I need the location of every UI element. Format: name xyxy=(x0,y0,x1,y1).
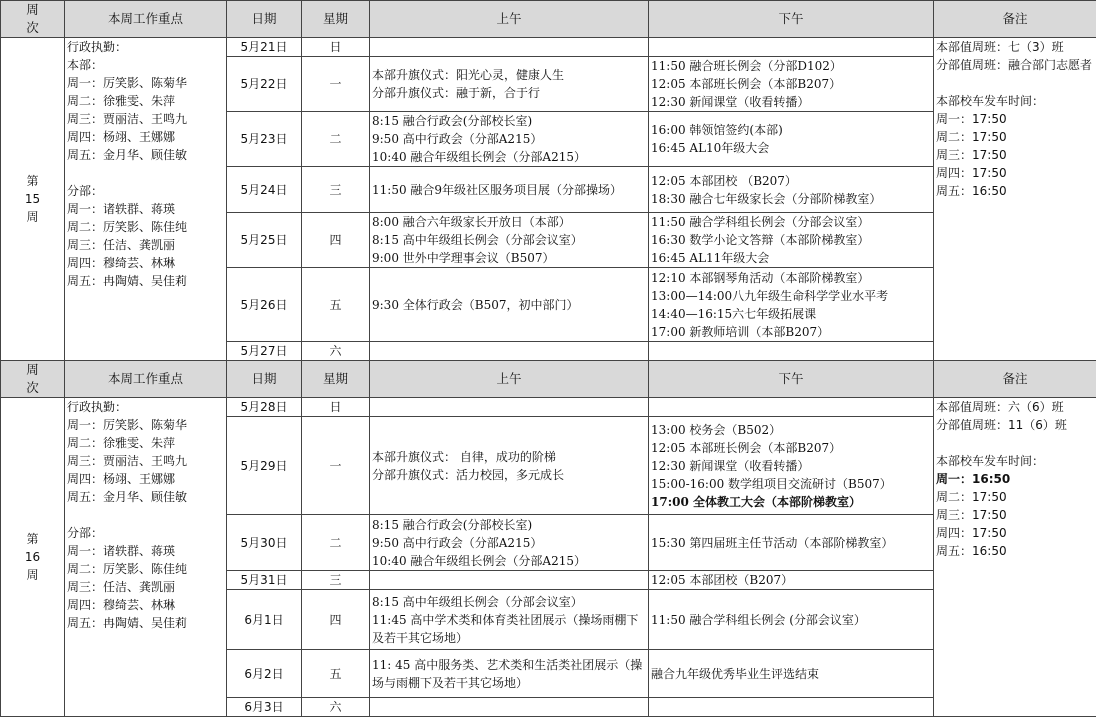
duty-line: 周三：任洁、龚凯丽 xyxy=(67,580,176,594)
week-number: 第 16 周 xyxy=(1,398,65,717)
event-line: 9:30 全体行政会（B507，初中部门） xyxy=(372,297,579,312)
date-cell: 5月24日 xyxy=(227,167,302,213)
pm-cell xyxy=(649,571,934,590)
note-bus-line: 周一：16:50 xyxy=(936,472,1011,486)
pm-cell xyxy=(649,417,934,515)
duty-line: 周二：徐雅雯、朱萍 xyxy=(67,436,176,450)
event-line: 12:05 本部班长例会（本部B207） xyxy=(651,440,842,455)
event-line: 12:05 本部团校 （B207） xyxy=(651,173,797,188)
am-cell xyxy=(370,112,649,167)
header-row xyxy=(1,1,1096,38)
duty-line: 周二：徐雅雯、朱萍 xyxy=(67,94,176,108)
weekday-cell: 六 xyxy=(302,698,370,717)
weekday-cell: 日 xyxy=(302,38,370,57)
focus-branch-title: 分部： xyxy=(67,526,104,540)
event-line: 14:40—16:15六七年级拓展课 xyxy=(651,306,817,321)
note-bus-line: 周五：16:50 xyxy=(936,184,1007,198)
note-bus-line: 周一：17:50 xyxy=(936,112,1007,126)
duty-line: 周五：冉陶婧、吴佳莉 xyxy=(67,274,188,288)
spacer xyxy=(67,506,224,524)
header-weekday: 星期 xyxy=(302,361,370,398)
date-cell: 5月21日 xyxy=(227,38,302,57)
spacer xyxy=(936,434,1094,452)
am-cell xyxy=(370,57,649,112)
pm-cell xyxy=(649,213,934,268)
header-pm: 下午 xyxy=(649,361,934,398)
am-cell xyxy=(370,515,649,571)
duty-line: 周一：诸轶群、蒋瑛 xyxy=(67,544,176,558)
event-line: 12:30 新闻课堂（收看转播） xyxy=(651,458,810,473)
pm-cell xyxy=(649,515,934,571)
header-notes: 备注 xyxy=(934,1,1096,38)
header-weekday: 星期 xyxy=(302,1,370,38)
event-line: 本部升旗仪式：阳光心灵，健康人生 xyxy=(372,68,565,82)
weekday-cell: 日 xyxy=(302,398,370,417)
duty-line: 周五：金月华、顾佳敏 xyxy=(67,148,188,162)
weekday-cell: 五 xyxy=(302,268,370,342)
event-line: 8:15 融合行政会(分部校长室) xyxy=(372,114,533,128)
day-row xyxy=(1,38,1096,57)
pm-cell xyxy=(649,398,934,417)
event-line: 18:30 融合七年级家长会（分部阶梯教室） xyxy=(651,191,882,206)
pm-cell xyxy=(649,650,934,698)
duty-line: 周三：贾丽洁、王鸣九 xyxy=(67,112,188,126)
event-line: 10:40 融合年级组长例会（分部A215） xyxy=(372,553,586,568)
focus-main-title: 本部： xyxy=(67,58,104,72)
week-notes xyxy=(934,38,1096,361)
am-cell xyxy=(370,650,649,698)
pm-cell xyxy=(649,57,934,112)
event-line: 分部升旗仪式：融于新，合于行 xyxy=(372,86,541,100)
event-line: 分部升旗仪式：活力校园，多元成长 xyxy=(372,467,565,482)
note-bus-line: 周二：17:50 xyxy=(936,490,1007,504)
event-line: 16:45 AL11年级大会 xyxy=(651,251,770,265)
date-cell: 6月1日 xyxy=(227,590,302,650)
duty-line: 周四：杨翊、王娜娜 xyxy=(67,472,176,486)
weekday-cell: 二 xyxy=(302,112,370,167)
header-pm: 下午 xyxy=(649,1,934,38)
header-focus: 本周工作重点 xyxy=(65,1,227,38)
note-bus-title: 本部校车发车时间： xyxy=(936,94,1045,108)
date-cell: 5月29日 xyxy=(227,417,302,515)
event-line: 12:05 本部班长例会（本部B207） xyxy=(651,77,842,91)
event-line: 8:00 融合六年级家长开放日（本部） xyxy=(372,215,571,229)
duty-line: 周二：厉笑影、陈佳纯 xyxy=(67,562,188,576)
am-cell xyxy=(370,571,649,590)
pm-cell xyxy=(649,268,934,342)
header-date: 日期 xyxy=(227,361,302,398)
weekday-cell: 三 xyxy=(302,167,370,213)
header-week: 周 次 xyxy=(1,361,65,398)
weekday-cell: 二 xyxy=(302,515,370,571)
event-line: 9:50 高中行政会（分部A215） xyxy=(372,535,543,550)
event-line: 11: 45 高中服务类、艺术类和生活类社团展示（操场与雨棚下及若干其它场地） xyxy=(372,657,643,690)
note-bus-line: 周三：17:50 xyxy=(936,508,1007,522)
duty-line: 周四：杨翊、王娜娜 xyxy=(67,130,176,144)
duty-line: 周一：诸轶群、蒋瑛 xyxy=(67,202,176,216)
am-cell xyxy=(370,38,649,57)
focus-branch-title: 分部： xyxy=(67,184,104,198)
duty-line: 周二：厉笑影、陈佳纯 xyxy=(67,220,188,234)
pm-cell xyxy=(649,698,934,717)
weekday-cell: 四 xyxy=(302,590,370,650)
date-cell: 5月27日 xyxy=(227,342,302,361)
event-line: 8:15 融合行政会(分部校长室) xyxy=(372,517,533,532)
am-cell xyxy=(370,268,649,342)
pm-cell xyxy=(649,342,934,361)
note-duty-line: 本部值周班：七（3）班 xyxy=(936,40,1064,54)
event-line: 15:30 第四届班主任节活动（本部阶梯教室） xyxy=(651,535,894,550)
week-focus xyxy=(65,398,227,717)
event-line: 11:50 融合学科组长例会 (分部会议室） xyxy=(651,612,866,627)
am-cell xyxy=(370,590,649,650)
date-cell: 5月25日 xyxy=(227,213,302,268)
event-line: 10:40 融合年级组长例会（分部A215） xyxy=(372,150,586,164)
event-line: 12:05 本部团校（B207） xyxy=(651,573,794,587)
week-focus xyxy=(65,38,227,361)
event-line: 11:50 融合班长例会（分部D102） xyxy=(651,59,842,73)
event-line: 16:00 韩领馆签约(本部) xyxy=(651,123,783,137)
am-cell xyxy=(370,342,649,361)
focus-admin-title: 行政执勤： xyxy=(67,40,128,54)
date-cell: 6月3日 xyxy=(227,698,302,717)
header-date: 日期 xyxy=(227,1,302,38)
event-line: 11:50 融合9年级社区服务项目展（分部操场） xyxy=(372,182,623,197)
pm-cell xyxy=(649,167,934,213)
duty-line: 周一：厉笑影、陈菊华 xyxy=(67,76,188,90)
header-week: 周 次 xyxy=(1,1,65,38)
weekday-cell: 一 xyxy=(302,417,370,515)
duty-line: 周三：任洁、龚凯丽 xyxy=(67,238,176,252)
spacer xyxy=(936,74,1094,92)
event-line: 15:00-16:00 数学组项目交流研讨（B507） xyxy=(651,476,892,491)
event-line: 12:10 本部钢琴角活动（本部阶梯教室） xyxy=(651,270,870,285)
date-cell: 5月28日 xyxy=(227,398,302,417)
note-duty-line: 分部值周班：融合部门志愿者 xyxy=(936,58,1093,72)
event-line: 17:00 全体教工大会（本部阶梯教室） xyxy=(651,494,862,509)
header-am: 上午 xyxy=(370,1,649,38)
spacer xyxy=(67,164,224,182)
note-duty-line: 本部值周班：六（6）班 xyxy=(936,400,1064,414)
event-line: 8:15 高中年级组长例会（分部会议室） xyxy=(372,594,583,609)
duty-line: 周五：金月华、顾佳敏 xyxy=(67,490,188,504)
pm-cell xyxy=(649,590,934,650)
event-line: 11:45 高中学术类和体育类社团展示（操场雨棚下及若干其它场地） xyxy=(372,612,639,645)
pm-cell xyxy=(649,38,934,57)
duty-line: 周一：厉笑影、陈菊华 xyxy=(67,418,188,432)
date-cell: 5月26日 xyxy=(227,268,302,342)
weekday-cell: 五 xyxy=(302,650,370,698)
duty-line: 周五：冉陶婧、吴佳莉 xyxy=(67,616,188,630)
event-line: 9:50 高中行政会（分部A215） xyxy=(372,132,543,146)
header-focus: 本周工作重点 xyxy=(65,361,227,398)
event-line: 9:00 世外中学理事会议（B507） xyxy=(372,251,555,265)
am-cell xyxy=(370,398,649,417)
note-bus-line: 周四：17:50 xyxy=(936,526,1007,540)
focus-admin-title: 行政执勤： xyxy=(67,400,128,414)
date-cell: 5月22日 xyxy=(227,57,302,112)
duty-line: 周三：贾丽洁、王鸣九 xyxy=(67,454,188,468)
date-cell: 5月23日 xyxy=(227,112,302,167)
am-cell xyxy=(370,417,649,515)
event-line: 13:00 校务会（B502） xyxy=(651,422,782,437)
note-bus-line: 周五：16:50 xyxy=(936,544,1007,558)
am-cell xyxy=(370,167,649,213)
weekday-cell: 三 xyxy=(302,571,370,590)
day-row xyxy=(1,398,1096,417)
note-bus-line: 周四：17:50 xyxy=(936,166,1007,180)
am-cell xyxy=(370,698,649,717)
event-line: 融合九年级优秀毕业生评选结束 xyxy=(651,666,820,681)
header-notes: 备注 xyxy=(934,361,1096,398)
note-bus-line: 周二：17:50 xyxy=(936,130,1007,144)
pm-cell xyxy=(649,112,934,167)
header-am: 上午 xyxy=(370,361,649,398)
note-duty-line: 分部值周班：11（6）班 xyxy=(936,418,1067,432)
weekday-cell: 六 xyxy=(302,342,370,361)
event-line: 本部升旗仪式： 自律，成功的阶梯 xyxy=(372,449,556,464)
event-line: 8:15 高中年级组长例会（分部会议室） xyxy=(372,233,583,247)
note-bus-title: 本部校车发车时间： xyxy=(936,454,1045,468)
note-bus-line: 周三：17:50 xyxy=(936,148,1007,162)
event-line: 11:50 融合学科组长例会（分部会议室） xyxy=(651,215,870,229)
week-notes xyxy=(934,398,1096,717)
duty-line: 周四：穆绮芸、林琳 xyxy=(67,598,176,612)
date-cell: 6月2日 xyxy=(227,650,302,698)
week-number: 第 15 周 xyxy=(1,38,65,361)
weekday-cell: 一 xyxy=(302,57,370,112)
date-cell: 5月30日 xyxy=(227,515,302,571)
header-row xyxy=(1,361,1096,398)
event-line: 16:45 AL10年级大会 xyxy=(651,141,770,155)
event-line: 13:00—14:00八九年级生命科学学业水平考 xyxy=(651,288,889,303)
am-cell xyxy=(370,213,649,268)
event-line: 17:00 新教师培训（本部B207） xyxy=(651,324,830,339)
event-line: 16:30 数学小论文答辩（本部阶梯教室） xyxy=(651,233,870,247)
date-cell: 5月31日 xyxy=(227,571,302,590)
weekday-cell: 四 xyxy=(302,213,370,268)
event-line: 12:30 新闻课堂（收看转播） xyxy=(651,95,810,109)
duty-line: 周四：穆绮芸、林琳 xyxy=(67,256,176,270)
